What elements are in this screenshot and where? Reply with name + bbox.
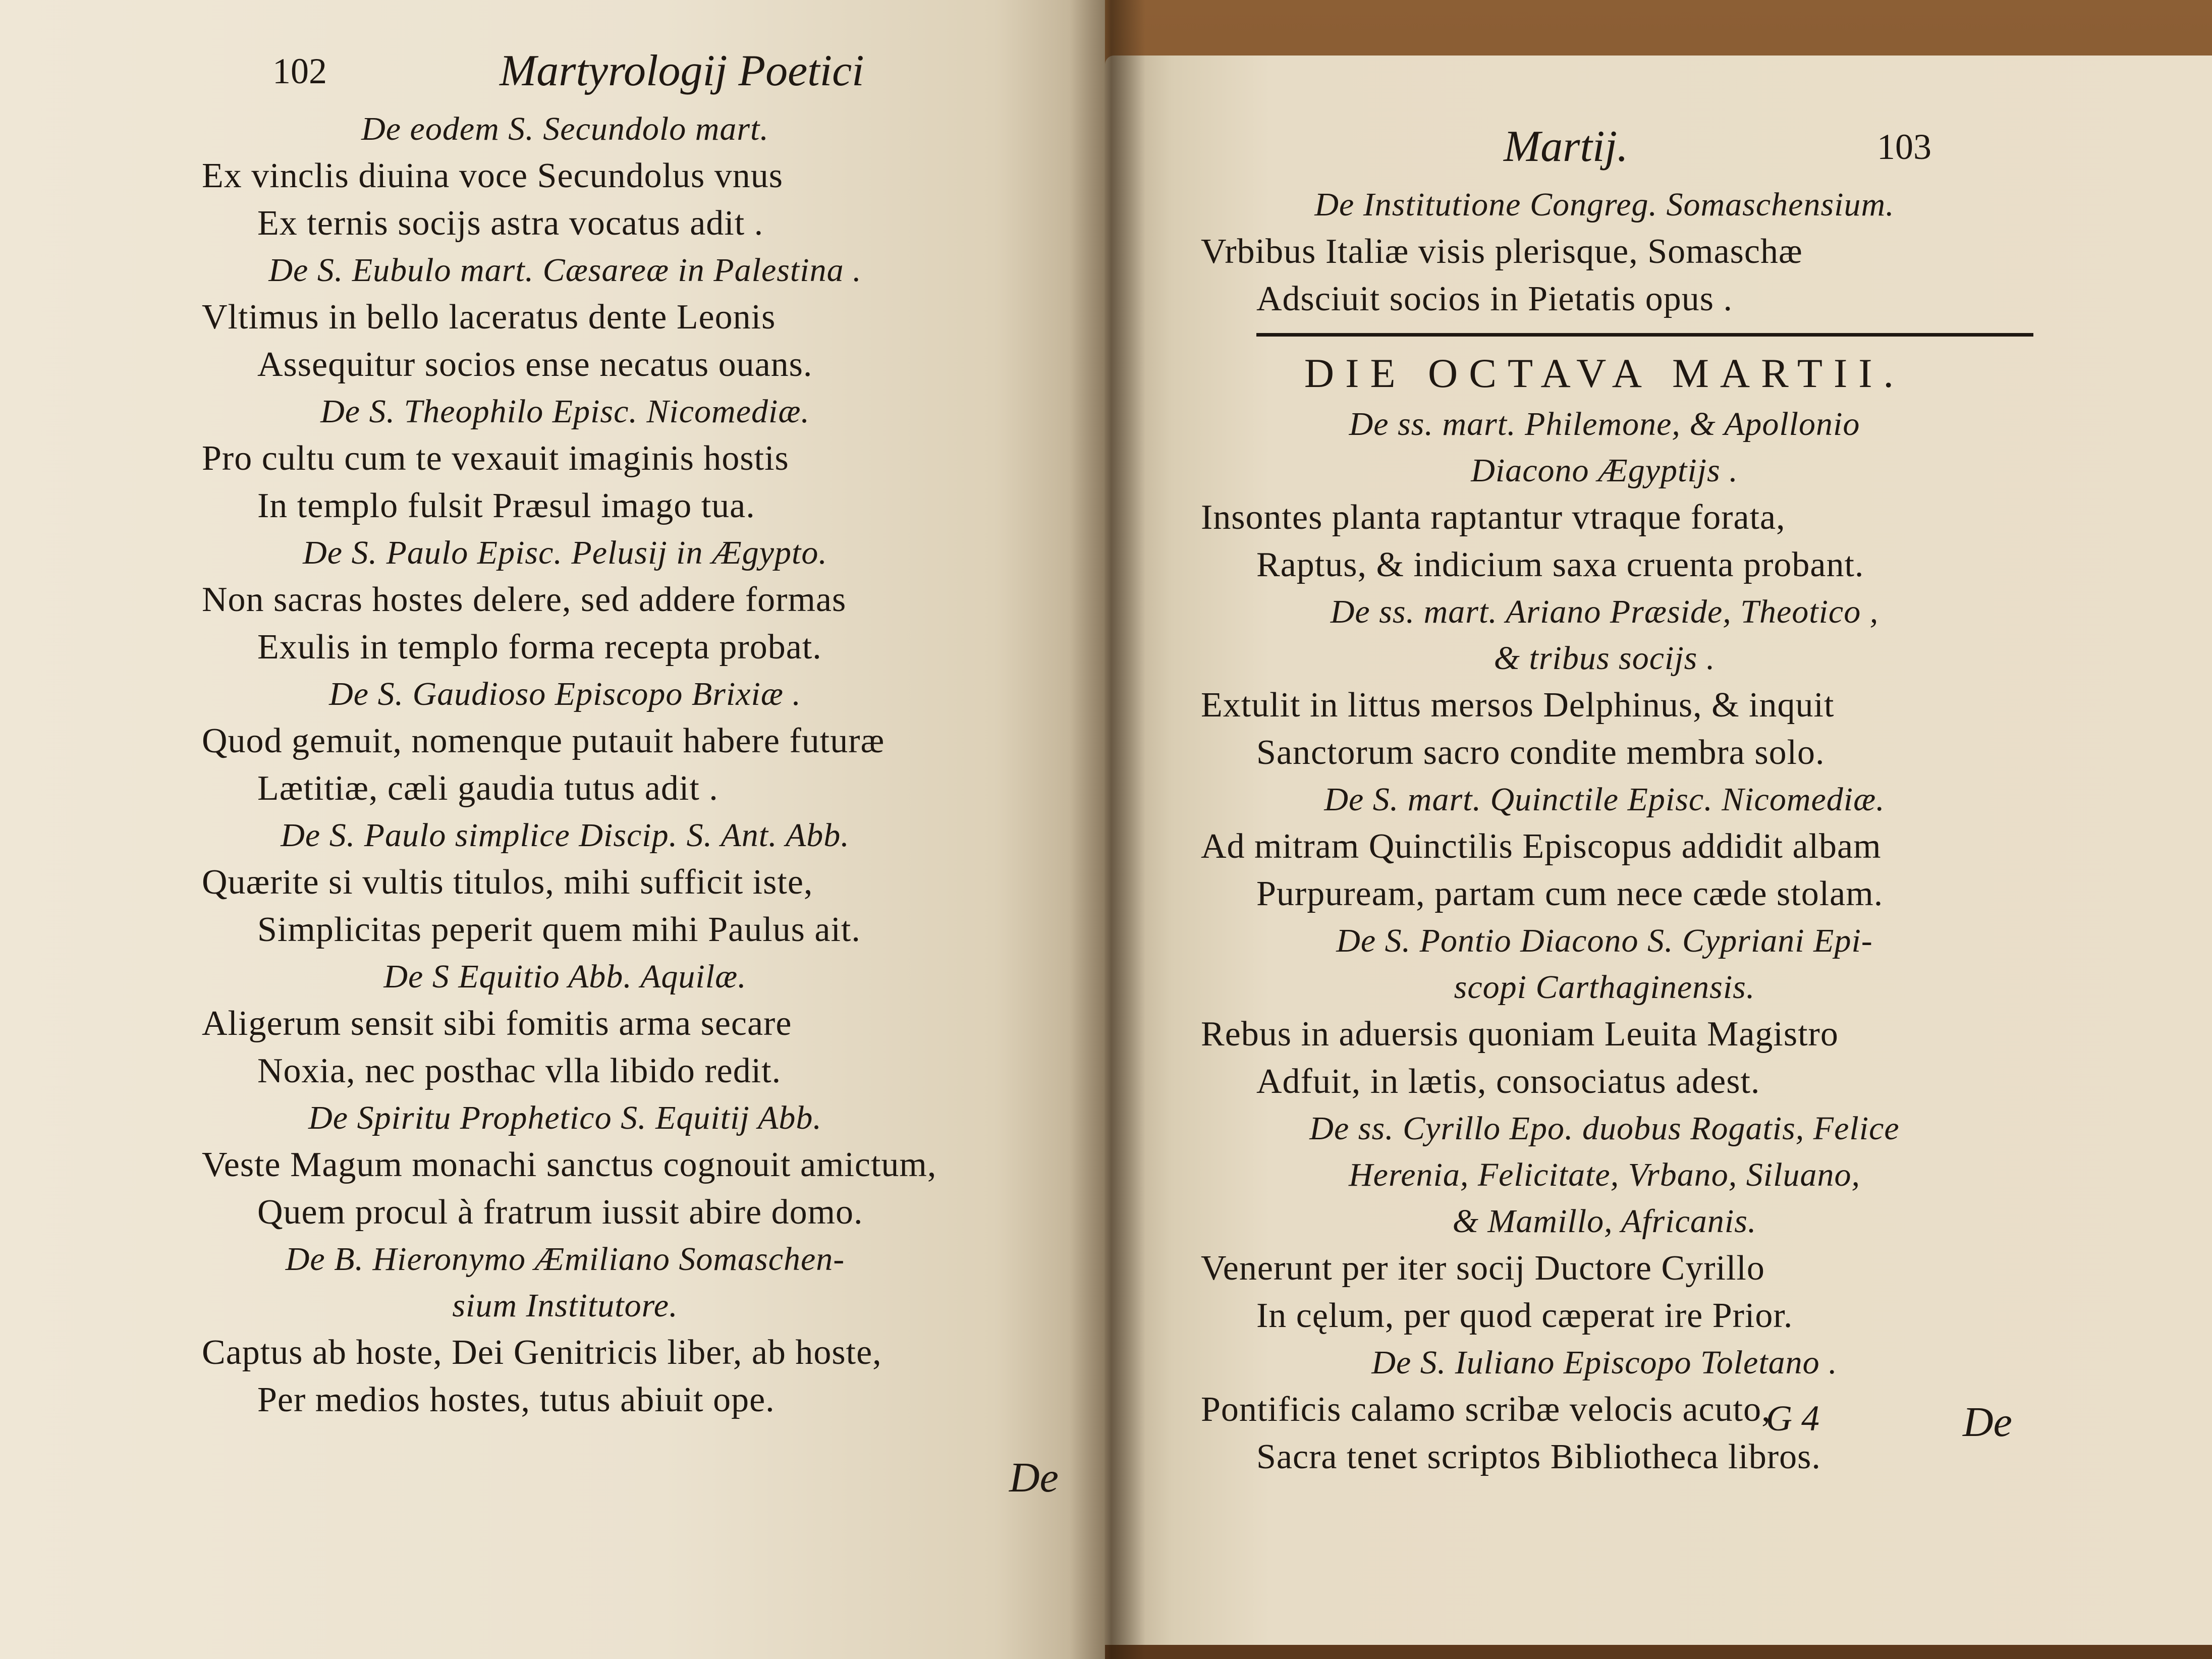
entry <box>1201 918 2109 1105</box>
entry <box>0 812 1029 954</box>
entry-title-continued: Diacono Ægyptijs . <box>1471 452 1738 489</box>
verse-line: Venerunt per iter socij Ductore Cyrillo <box>1201 1249 1765 1288</box>
entry-title: De S. Gaudioso Episcopo Brixiæ . <box>329 676 801 712</box>
verse-line: Aligerum sensit sibi fomitis arma secare <box>202 1004 792 1043</box>
divider-rule <box>1256 333 2033 337</box>
left-page <box>0 0 1105 1659</box>
entry <box>1201 401 2109 589</box>
right-page <box>1105 56 2212 1645</box>
verse-line: Veste Magum monachi sanctus cognouit amictum, <box>202 1145 937 1184</box>
verse-line: Vrbibus Italiæ visis plerisque, Somaschæ <box>1201 232 1803 271</box>
verse-line: Per medios hostes, tutus abiuit ope. <box>257 1380 775 1419</box>
entry-title: De Spiritu Prophetico S. Equitij Abb. <box>308 1099 822 1136</box>
verse-line: Exulis in templo forma recepta probat. <box>257 628 822 667</box>
right-body <box>1105 182 2109 1481</box>
entry-title: De S. Paulo Episc. Pelusij in Ægypto. <box>303 534 827 571</box>
verse-line: Adsciuit socios in Pietatis opus . <box>1256 280 1733 318</box>
entry <box>0 1095 1029 1236</box>
entry <box>1201 182 2109 323</box>
entry-title: De Institutione Congreg. Somaschensium. <box>1314 186 1895 223</box>
verse-line: Pontificis calamo scribæ velocis acuto, <box>1201 1390 1771 1429</box>
verse-line: Extulit in littus mersos Delphinus, & inquit <box>1201 686 1835 725</box>
verse-line: In cęlum, per quod cæperat ire Prior. <box>1256 1296 1793 1335</box>
entry <box>0 247 1029 389</box>
running-head: Martij. <box>1504 122 1628 171</box>
verse-line: Sacra tenet scriptos Bibliotheca libros. <box>1256 1437 1821 1476</box>
entry-title: De eodem S. Secundolo mart. <box>361 110 769 147</box>
verse-line: Quod gemuit, nomenque putauit habere futuræ <box>202 722 885 760</box>
verse-line: Pro cultu cum te vexauit imaginis hostis <box>202 439 789 478</box>
verse-line: Ad mitram Quinctilis Episcopus addidit albam <box>1201 827 1882 866</box>
day-heading: DIE OCTAVA MARTII. <box>1304 350 1905 396</box>
verse-line: Quærite si vultis titulos, mihi sufficit iste, <box>202 863 813 902</box>
verse-line: Vltimus in bello laceratus dente Leonis <box>202 298 776 337</box>
entry-title: De S. Paulo simplice Discip. S. Ant. Abb. <box>281 817 850 854</box>
verse-line: Ex ternis socijs astra vocatus adit . <box>257 204 764 243</box>
entry-title: De B. Hieronymo Æmiliano Somaschen- <box>285 1241 845 1278</box>
entry-title: De S. mart. Quinctile Episc. Nicomediæ. <box>1324 781 1885 818</box>
entry-title: De S. Pontio Diacono S. Cypriani Epi- <box>1336 922 1873 959</box>
verse-line: Captus ab hoste, Dei Genitricis liber, ab hoste, <box>202 1333 882 1372</box>
entry <box>1201 777 2109 918</box>
catchword: De <box>1009 1454 1059 1501</box>
entry <box>0 671 1029 812</box>
entry-title-continued: sium Institutore. <box>452 1287 678 1324</box>
right-header <box>1105 116 2212 182</box>
entry-title-continued: & Mamillo, Africanis. <box>1452 1203 1757 1240</box>
verse-line: Noxia, nec posthac vlla libido redit. <box>257 1052 782 1090</box>
entry-title: De S. Iuliano Episcopo Toletano . <box>1371 1344 1838 1381</box>
entry-title-continued: Herenia, Felicitate, Vrbano, Siluano, <box>1349 1156 1860 1193</box>
signature-mark: G 4 <box>1766 1398 1819 1439</box>
entry <box>0 530 1029 671</box>
entry-title: De S. Eubulo mart. Cæsareæ in Palestina . <box>268 252 862 289</box>
entry-title: De S Equitio Abb. Aquilæ. <box>383 958 747 995</box>
verse-line: Rebus in aduersis quoniam Leuita Magistro <box>1201 1015 1839 1054</box>
verse-line: Simplicitas peperit quem mihi Paulus ait. <box>257 910 861 949</box>
entry-title-continued: & tribus socijs . <box>1494 640 1716 677</box>
left-header <box>0 40 1105 106</box>
verse-line: Assequitur socios ense necatus ouans. <box>257 345 813 384</box>
page-number: 102 <box>272 51 327 91</box>
verse-line: Quem procul à fratrum iussit abire domo. <box>257 1193 863 1232</box>
verse-line: Ex vinclis diuina voce Secundolus vnus <box>202 156 784 195</box>
book-gutter <box>1070 0 1145 1659</box>
entry <box>0 954 1029 1095</box>
entry-title: De ss. mart. Ariano Præside, Theotico , <box>1330 593 1879 630</box>
verse-line: Raptus, & indicium saxa cruenta probant. <box>1256 545 1864 584</box>
verse-line: Lætitiæ, cæli gaudia tutus adit . <box>257 769 718 808</box>
entry-title-continued: scopi Carthaginensis. <box>1454 969 1755 1006</box>
verse-line: Purpuream, partam cum nece cæde stolam. <box>1256 874 1884 913</box>
page-number: 103 <box>1877 127 1931 167</box>
running-head: Martyrologij Poetici <box>500 46 864 95</box>
entry <box>1201 1105 2109 1340</box>
verse-line: Insontes planta raptantur vtraque forata, <box>1201 498 1786 537</box>
entry <box>0 106 1029 247</box>
verse-line: Non sacras hostes delere, sed addere formas <box>202 580 847 619</box>
verse-line: Sanctorum sacro condite membra solo. <box>1256 733 1825 772</box>
entry <box>1201 589 2109 777</box>
entry <box>0 389 1029 530</box>
entry-title: De ss. mart. Philemone, & Apollonio <box>1349 406 1860 443</box>
entry <box>0 1236 1029 1424</box>
entry-title: De S. Theophilo Episc. Nicomediæ. <box>320 393 810 430</box>
verse-line: Adfuit, in lætis, consociatus adest. <box>1256 1062 1760 1101</box>
catchword: De <box>1963 1399 2012 1446</box>
verse-line: In templo fulsit Præsul imago tua. <box>257 486 755 525</box>
entry-title: De ss. Cyrillo Epo. duobus Rogatis, Felice <box>1309 1110 1900 1147</box>
